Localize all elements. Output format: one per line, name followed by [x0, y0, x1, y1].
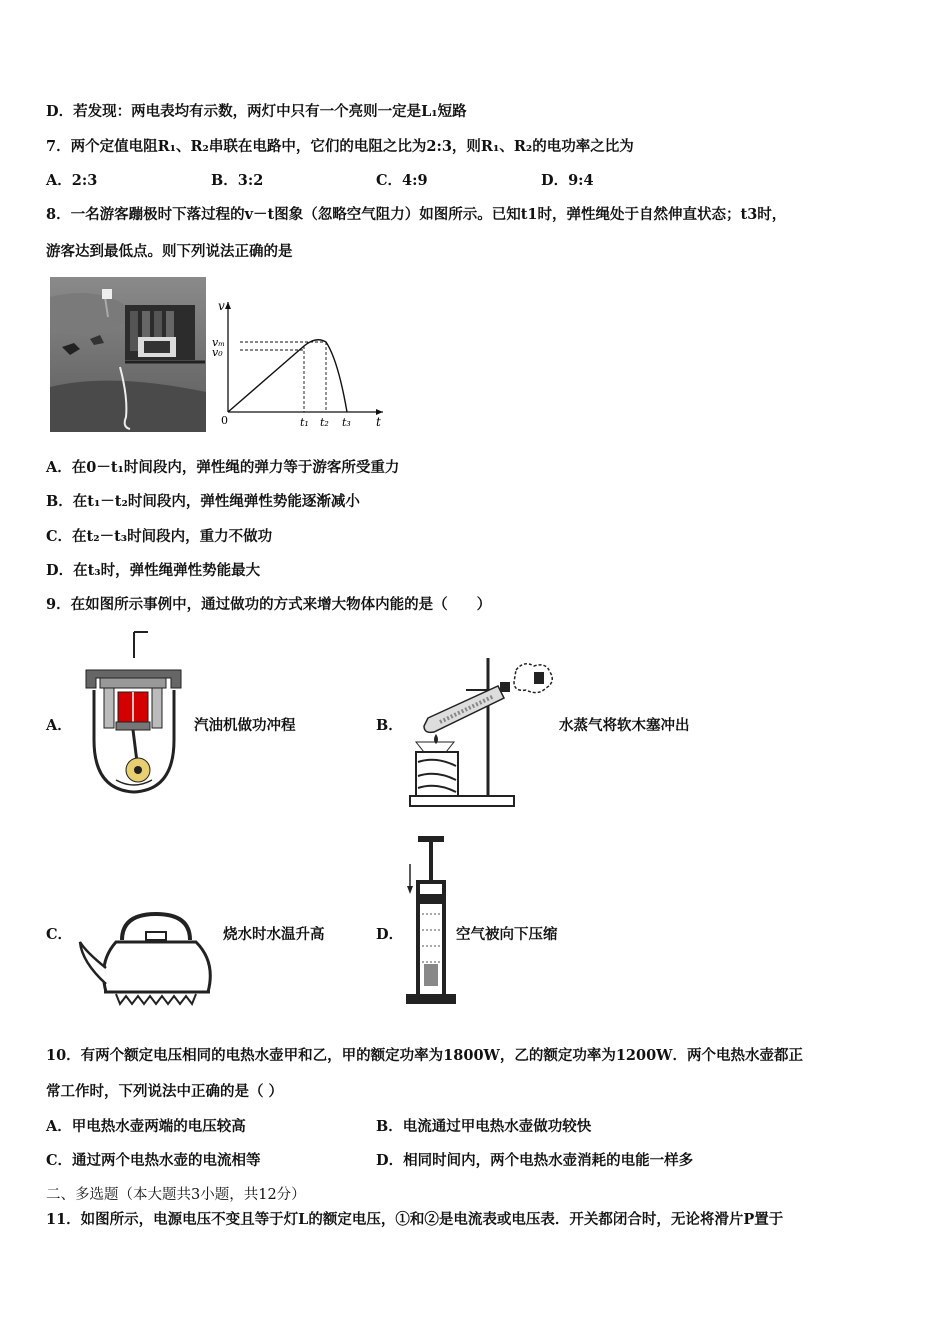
q8-stem-line1: 8．一名游客蹦极时下落过程的v－t图象（忽略空气阻力）如图所示。已知t1时，弹性绳处于自然伸直状态；t3时，: [46, 206, 787, 223]
q7-option-c: C．4:9: [376, 172, 428, 189]
q9-option-d-letter: D．: [376, 926, 404, 943]
q8-option-a: A．在0－t₁时间段内，弹性绳的弹力等于游客所受重力: [46, 459, 400, 476]
vt-graph-t1-label: t₁: [300, 416, 309, 429]
vt-graph: [208, 290, 388, 432]
q10-option-b: B．电流通过甲电热水壶做功较快: [376, 1118, 592, 1135]
q9-option-b-caption: 水蒸气将软木塞冲出: [559, 717, 690, 734]
vt-graph-v-label: v: [218, 299, 225, 313]
q9-option-c-letter: C．: [46, 926, 73, 943]
q10-option-d: D．相同时间内，两个电热水壶消耗的电能一样多: [376, 1152, 694, 1169]
kettle-figure: [76, 912, 221, 1007]
section-heading: 二、多选题（本大题共3小题，共12分）: [46, 1187, 306, 1203]
q7-option-a: A．2:3: [46, 172, 98, 189]
q7-option-d: D．9:4: [541, 172, 594, 189]
air-compression-figure: [402, 834, 458, 1006]
vt-graph-vm-label: vₘ: [212, 336, 225, 349]
q9-option-b-letter: B．: [376, 717, 403, 734]
q8-option-b: B．在t₁－t₂时间段内，弹性绳弹性势能逐渐减小: [46, 493, 360, 510]
q9-option-c-caption: 烧水时水温升高: [223, 926, 325, 943]
q8-option-d: D．在t₃时，弹性绳弹性势能最大: [46, 562, 261, 579]
vt-graph-origin-label: 0: [221, 414, 228, 427]
q9-option-d-caption: 空气被向下压缩: [456, 926, 558, 943]
vt-graph-t3-label: t₃: [342, 416, 351, 429]
vt-graph-t-label: t: [376, 415, 381, 429]
q8-stem-line2: 游客达到最低点。则下列说法正确的是: [46, 243, 293, 260]
vt-graph-v0-label: v₀: [212, 346, 223, 359]
q10-stem-line1: 10．有两个额定电压相同的电热水壶甲和乙，甲的额定功率为1800W，乙的额定功率为1200W．两个电热水壶都正: [46, 1047, 803, 1064]
q9-stem: 9．在如图所示事例中，通过做功的方式来增大物体内能的是（ ）: [46, 596, 492, 613]
q6-option-d: D．若发现：两电表均有示数，两灯中只有一个亮则一定是L₁短路: [46, 103, 467, 120]
q7-option-b: B．3:2: [211, 172, 264, 189]
q8-option-c: C．在t₂－t₃时间段内，重力不做功: [46, 528, 273, 545]
q9-option-a-caption: 汽油机做功冲程: [194, 717, 296, 734]
vt-graph-t2-label: t₂: [320, 416, 329, 429]
steam-test-tube-figure: [406, 652, 556, 810]
q7-stem: 7．两个定值电阻R₁、R₂串联在电路中，它们的电阻之比为2:3，则R₁、R₂的电功率之比为: [46, 138, 634, 155]
bungee-photo: [50, 277, 206, 432]
q10-option-a: A．甲电热水壶两端的电压较高: [46, 1118, 246, 1135]
q9-option-a-letter: A．: [46, 717, 72, 734]
q10-stem-line2: 常工作时，下列说法中正确的是（ ）: [46, 1083, 284, 1100]
q11-stem: 11．如图所示，电源电压不变且等于灯L的额定电压，①和②是电流表或电压表．开关都闭合时，无论将滑片P置于: [46, 1211, 784, 1228]
engine-figure: [76, 630, 191, 800]
q10-option-c: C．通过两个电热水壶的电流相等: [46, 1152, 261, 1169]
